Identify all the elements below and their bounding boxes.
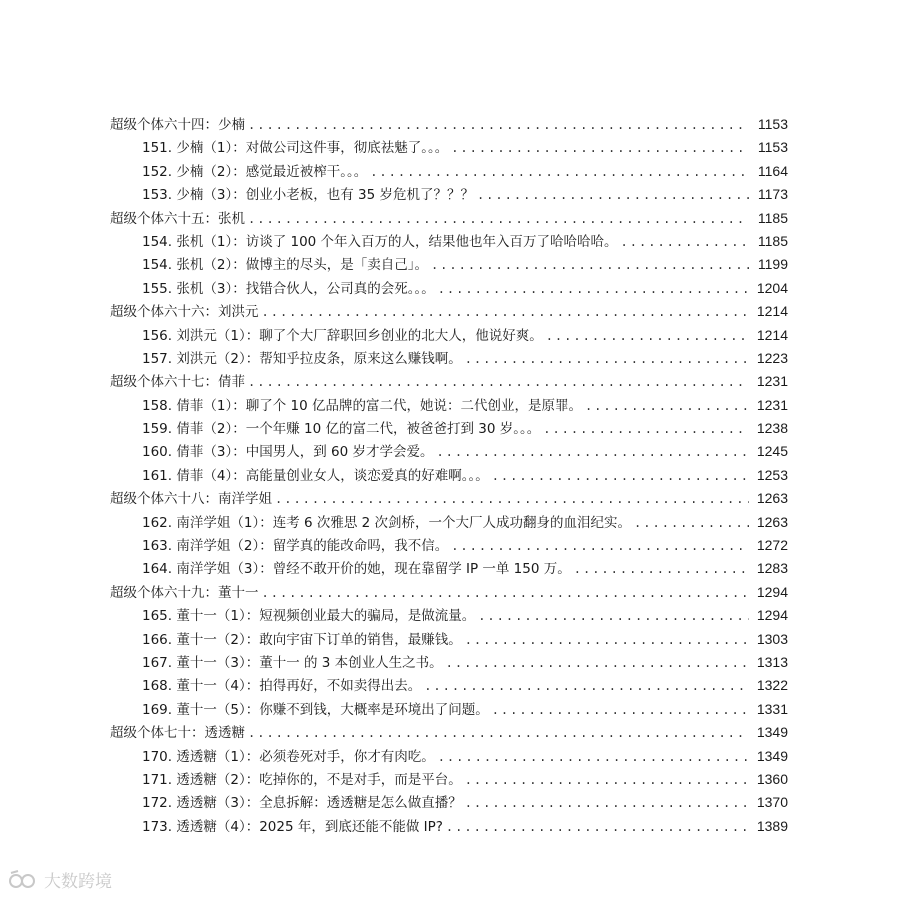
toc-page-number: 1389 — [756, 817, 788, 834]
toc-page-number: 1223 — [756, 349, 788, 366]
toc-entry-title: 165. 董十一（1）：短视频创业最大的骗局，是做流量。 — [142, 608, 476, 625]
toc-entry-title: 151. 少楠（1）：对做公司这件事，彻底祛魅了。。。 — [142, 140, 449, 157]
toc-page-number: 1231 — [756, 373, 788, 390]
toc-leader-dots — [424, 675, 749, 698]
toc-chapter-entry[interactable] — [110, 347, 788, 370]
toc-chapter-entry[interactable] — [110, 815, 788, 838]
toc-page-number: 1185 — [757, 232, 788, 249]
toc-entry-title: 168. 董十一（4）：拍得再好，不如卖得出去。 — [142, 678, 422, 695]
watermark — [8, 867, 112, 892]
toc-chapter-entry[interactable] — [110, 160, 788, 183]
toc-leader-dots — [634, 512, 749, 535]
toc-leader-dots — [546, 325, 749, 348]
toc-leader-dots — [438, 746, 749, 769]
toc-leader-dots — [543, 418, 749, 441]
toc-entry-title: 164. 南洋学姐（3）：曾经不敢开价的她，现在靠留学 IP 一单 150 万。 — [142, 561, 571, 578]
toc-chapter-entry[interactable] — [110, 628, 788, 651]
toc-leader-dots — [465, 348, 749, 371]
toc-leader-dots — [465, 769, 749, 792]
toc-chapter-entry[interactable] — [110, 768, 788, 791]
toc-page-number: 1349 — [756, 724, 788, 741]
toc-chapter-entry[interactable] — [110, 557, 788, 580]
toc-leader-dots — [248, 722, 749, 745]
toc-entry-title: 超级个体六十八：南洋学姐 — [110, 491, 272, 508]
toc-entry-title: 169. 董十一（5）：你赚不到钱，大概率是环境出了问题。 — [142, 701, 489, 718]
toc-chapter-entry[interactable] — [110, 791, 788, 814]
toc-page-number: 1173 — [757, 186, 788, 203]
toc-page-number: 1214 — [756, 326, 788, 343]
toc-chapter-entry[interactable] — [110, 604, 788, 627]
toc-leader-dots — [451, 137, 749, 160]
toc-chapter-entry[interactable] — [110, 277, 788, 300]
watermark-text: 大数跨境 — [44, 872, 112, 892]
toc-page-number: 1322 — [756, 677, 788, 694]
toc-entry-title: 167. 董十一（3）：董十一 的 3 本创业人生之书。 — [142, 654, 443, 671]
toc-leader-dots — [446, 652, 749, 675]
toc-page-number: 1253 — [756, 466, 788, 483]
toc-page-number: 1370 — [756, 794, 788, 811]
toc-leader-dots — [492, 465, 749, 488]
toc-page-number: 1185 — [757, 209, 788, 226]
toc-entry-title: 超级个体七十：透透糖 — [110, 725, 245, 742]
toc-entry-title: 超级个体六十九：董十一 — [110, 584, 259, 601]
toc-leader-dots — [574, 558, 749, 581]
toc-page-number: 1331 — [756, 700, 788, 717]
toc-page-number: 1153 — [757, 116, 788, 132]
toc-chapter-entry[interactable] — [110, 534, 788, 557]
toc-entry-title: 163. 南洋学姐（2）：留学真的能改命吗，我不信。 — [142, 538, 449, 555]
toc-entry-title: 166. 董十一（2）：敢向宇宙下订单的销售，最赚钱。 — [142, 631, 462, 648]
toc-page-number: 1199 — [757, 256, 788, 273]
toc-chapter-entry[interactable] — [110, 698, 788, 721]
toc-page-number: 1204 — [756, 279, 788, 296]
toc-entry-title: 172. 透透糖（3）：全息拆解：透透糖是怎么做直播？ — [142, 795, 462, 812]
toc-leader-dots — [492, 699, 749, 722]
toc-entry-title: 158. 倩菲（1）：聊了个 10 亿品牌的富二代，她说：二代创业，是原罪。 — [142, 397, 582, 414]
toc-entry-title: 173. 透透糖（4）：2025 年，到底还能不能做 IP? — [142, 818, 443, 835]
toc-page-number: 1272 — [756, 537, 788, 554]
toc-page-number: 1303 — [756, 630, 788, 647]
toc-chapter-entry[interactable] — [110, 324, 788, 347]
toc-section-entry[interactable] — [110, 113, 788, 136]
toc-chapter-entry[interactable] — [110, 440, 788, 463]
toc-leader-dots — [451, 535, 749, 558]
toc-leader-dots — [465, 792, 749, 815]
toc-page-number: 1283 — [756, 560, 788, 577]
toc-leader-dots — [275, 488, 749, 511]
toc-entry-title: 162. 南洋学姐（1）：连考 6 次雅思 2 次剑桥，一个大厂人成功翻身的血泪纪实。 — [142, 514, 632, 531]
toc-chapter-entry[interactable] — [110, 511, 788, 534]
toc-entry-title: 153. 少楠（3）：创业小老板，也有 35 岁危机了？？？ — [142, 187, 474, 204]
toc-entry-title: 170. 透透糖（1）：必须卷死对手，你才有肉吃。 — [142, 748, 435, 765]
toc-chapter-entry[interactable] — [110, 136, 788, 159]
toc-page-number: 1153 — [757, 139, 788, 156]
toc-chapter-entry[interactable] — [110, 183, 788, 206]
toc-section-entry[interactable] — [110, 581, 788, 604]
toc-page-number: 1294 — [756, 607, 788, 624]
toc-chapter-entry[interactable] — [110, 230, 788, 253]
watermark-logo-icon — [8, 869, 38, 891]
toc-entry-title: 155. 张机（3）：找错合伙人，公司真的会死。。。 — [142, 280, 435, 297]
toc-entry-title: 171. 透透糖（2）：吃掉你的，不是对手，而是平台。 — [142, 771, 462, 788]
toc-entry-title: 超级个体六十五：张机 — [110, 210, 245, 227]
toc-page-number: 1238 — [756, 420, 788, 437]
toc-page-number: 1263 — [756, 513, 788, 530]
toc-page-number: 1294 — [756, 583, 788, 600]
toc-leader-dots — [438, 278, 749, 301]
toc-entry-title: 159. 倩菲（2）：一个年赚 10 亿的富二代，被爸爸打到 30 岁。。。 — [142, 421, 541, 438]
toc-entry-title: 160. 倩菲（3）：中国男人，到 60 岁才学会爱。 — [142, 444, 434, 461]
toc-chapter-entry[interactable] — [110, 651, 788, 674]
toc-page-number: 1360 — [756, 770, 788, 787]
toc-leader-dots — [585, 395, 749, 418]
toc-chapter-entry[interactable] — [110, 674, 788, 697]
toc-leader-dots — [436, 441, 749, 464]
toc-entry-title: 156. 刘洪元（1）：聊了个大厂辞职回乡创业的北大人，他说好爽。 — [142, 327, 543, 344]
toc-entry-title: 154. 张机（2）：做博主的尽头，是「卖自己」。 — [142, 257, 428, 274]
toc-leader-dots — [465, 629, 749, 652]
toc-page-number: 1349 — [756, 747, 788, 764]
toc-chapter-entry[interactable] — [110, 253, 788, 276]
toc-leader-dots — [621, 231, 749, 254]
toc-entry-title: 超级个体六十六：刘洪元 — [110, 304, 259, 321]
toc-section-entry[interactable] — [110, 487, 788, 510]
toc-leader-dots — [446, 816, 749, 839]
toc-page-number: 1263 — [756, 490, 788, 507]
toc-section-entry[interactable] — [110, 721, 788, 744]
toc-page-number: 1313 — [756, 653, 788, 670]
toc-leader-dots — [262, 582, 750, 605]
toc-chapter-entry[interactable] — [110, 745, 788, 768]
toc-chapter-entry[interactable] — [110, 464, 788, 487]
toc-page-number: 1245 — [756, 443, 788, 460]
toc-entry-title: 154. 张机（1）：访谈了 100 个年入百万的人，结果他也年入百万了哈哈哈哈。 — [142, 233, 618, 250]
toc-entry-title: 157. 刘洪元（2）：帮知乎拉皮条，原来这么赚钱啊。 — [142, 350, 462, 367]
toc-leader-dots — [262, 301, 750, 324]
toc-leader-dots — [431, 254, 749, 277]
toc-entry-title: 161. 倩菲（4）：高能量创业女人，谈恋爱真的好难啊。。。 — [142, 467, 489, 484]
toc-leader-dots — [248, 114, 749, 137]
toc-section-entry[interactable] — [110, 300, 788, 323]
toc-entry-title: 152. 少楠（2）：感觉最近被榨干。。。 — [142, 163, 368, 180]
toc-leader-dots — [248, 208, 749, 231]
toc-entry-title: 超级个体六十四：少楠 — [110, 117, 245, 133]
toc-leader-dots — [370, 161, 749, 184]
toc-leader-dots — [248, 371, 749, 394]
table-of-contents — [110, 113, 788, 838]
toc-chapter-entry[interactable] — [110, 417, 788, 440]
toc-leader-dots — [478, 605, 749, 628]
toc-page-number: 1214 — [756, 303, 788, 320]
toc-entry-title: 超级个体六十七：倩菲 — [110, 374, 245, 391]
toc-section-entry[interactable] — [110, 207, 788, 230]
toc-leader-dots — [477, 184, 749, 207]
toc-section-entry[interactable] — [110, 370, 788, 393]
toc-chapter-entry[interactable] — [110, 394, 788, 417]
toc-page-number: 1164 — [757, 162, 788, 179]
toc-page-number: 1231 — [756, 396, 788, 413]
